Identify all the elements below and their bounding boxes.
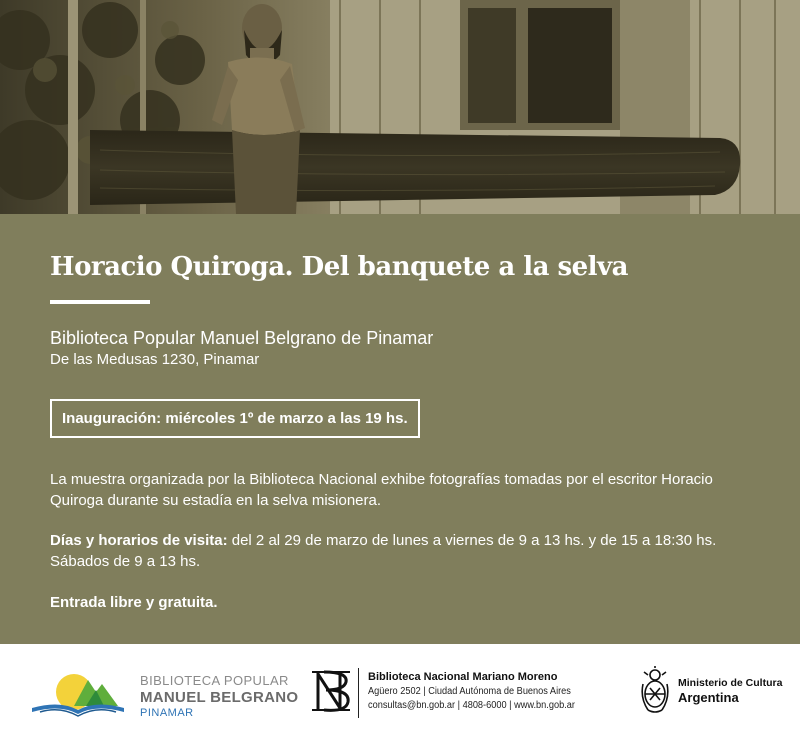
visit-hours-label: Días y horarios de visita: bbox=[50, 532, 228, 549]
visit-hours-text: del 2 al 29 de marzo de lunes a viernes de 9 a 13 hs. y de 15 a 18:30 hs. Sábados de 9 a 13 hs. bbox=[50, 532, 717, 570]
bp-line2: MANUEL BELGRANO bbox=[140, 689, 299, 706]
bn-divider bbox=[358, 668, 359, 718]
ministerio-wordmark bbox=[678, 677, 782, 705]
hero-photo bbox=[0, 0, 800, 214]
event-title: Horacio Quiroga. Del banquete a la selva bbox=[50, 252, 629, 282]
event-description: La muestra organizada por la Biblioteca Nacional exhibe fotografías tomadas por el escritor Horacio Quiroga durante su estadía en la selva misionera. bbox=[50, 471, 713, 509]
biblioteca-nacional-info bbox=[368, 671, 593, 711]
footer bbox=[0, 644, 800, 740]
bn-contact: consultas@bn.gob.ar | 4808-6000 | www.bn.gob.ar bbox=[368, 700, 575, 711]
entry-note: Entrada libre y gratuita. bbox=[50, 594, 218, 611]
venue-address: De las Medusas 1230, Pinamar bbox=[50, 351, 260, 368]
bn-address: Agüero 2502 | Ciudad Autónoma de Buenos Aires bbox=[368, 686, 571, 697]
argentina-coat-of-arms-icon bbox=[640, 666, 670, 716]
bp-line1: BIBLIOTECA POPULAR bbox=[140, 673, 289, 688]
opening-box: Inauguración: miércoles 1º de marzo a las 19 hs. bbox=[50, 399, 420, 438]
mc-line2: Argentina bbox=[678, 690, 739, 705]
bp-line3: PINAMAR bbox=[140, 707, 194, 719]
event-panel bbox=[0, 214, 800, 644]
biblioteca-popular-wordmark bbox=[140, 673, 298, 719]
venue-name: Biblioteca Popular Manuel Belgrano de Pinamar bbox=[50, 328, 434, 348]
mc-line1: Ministerio de Cultura bbox=[678, 677, 783, 689]
title-divider bbox=[50, 300, 150, 304]
hero-photo-illustration bbox=[0, 0, 800, 214]
bn-monogram-icon bbox=[310, 666, 352, 716]
bn-name: Biblioteca Nacional Mariano Moreno bbox=[368, 671, 558, 683]
visit-hours bbox=[50, 530, 770, 572]
biblioteca-popular-logo-icon bbox=[30, 666, 126, 718]
